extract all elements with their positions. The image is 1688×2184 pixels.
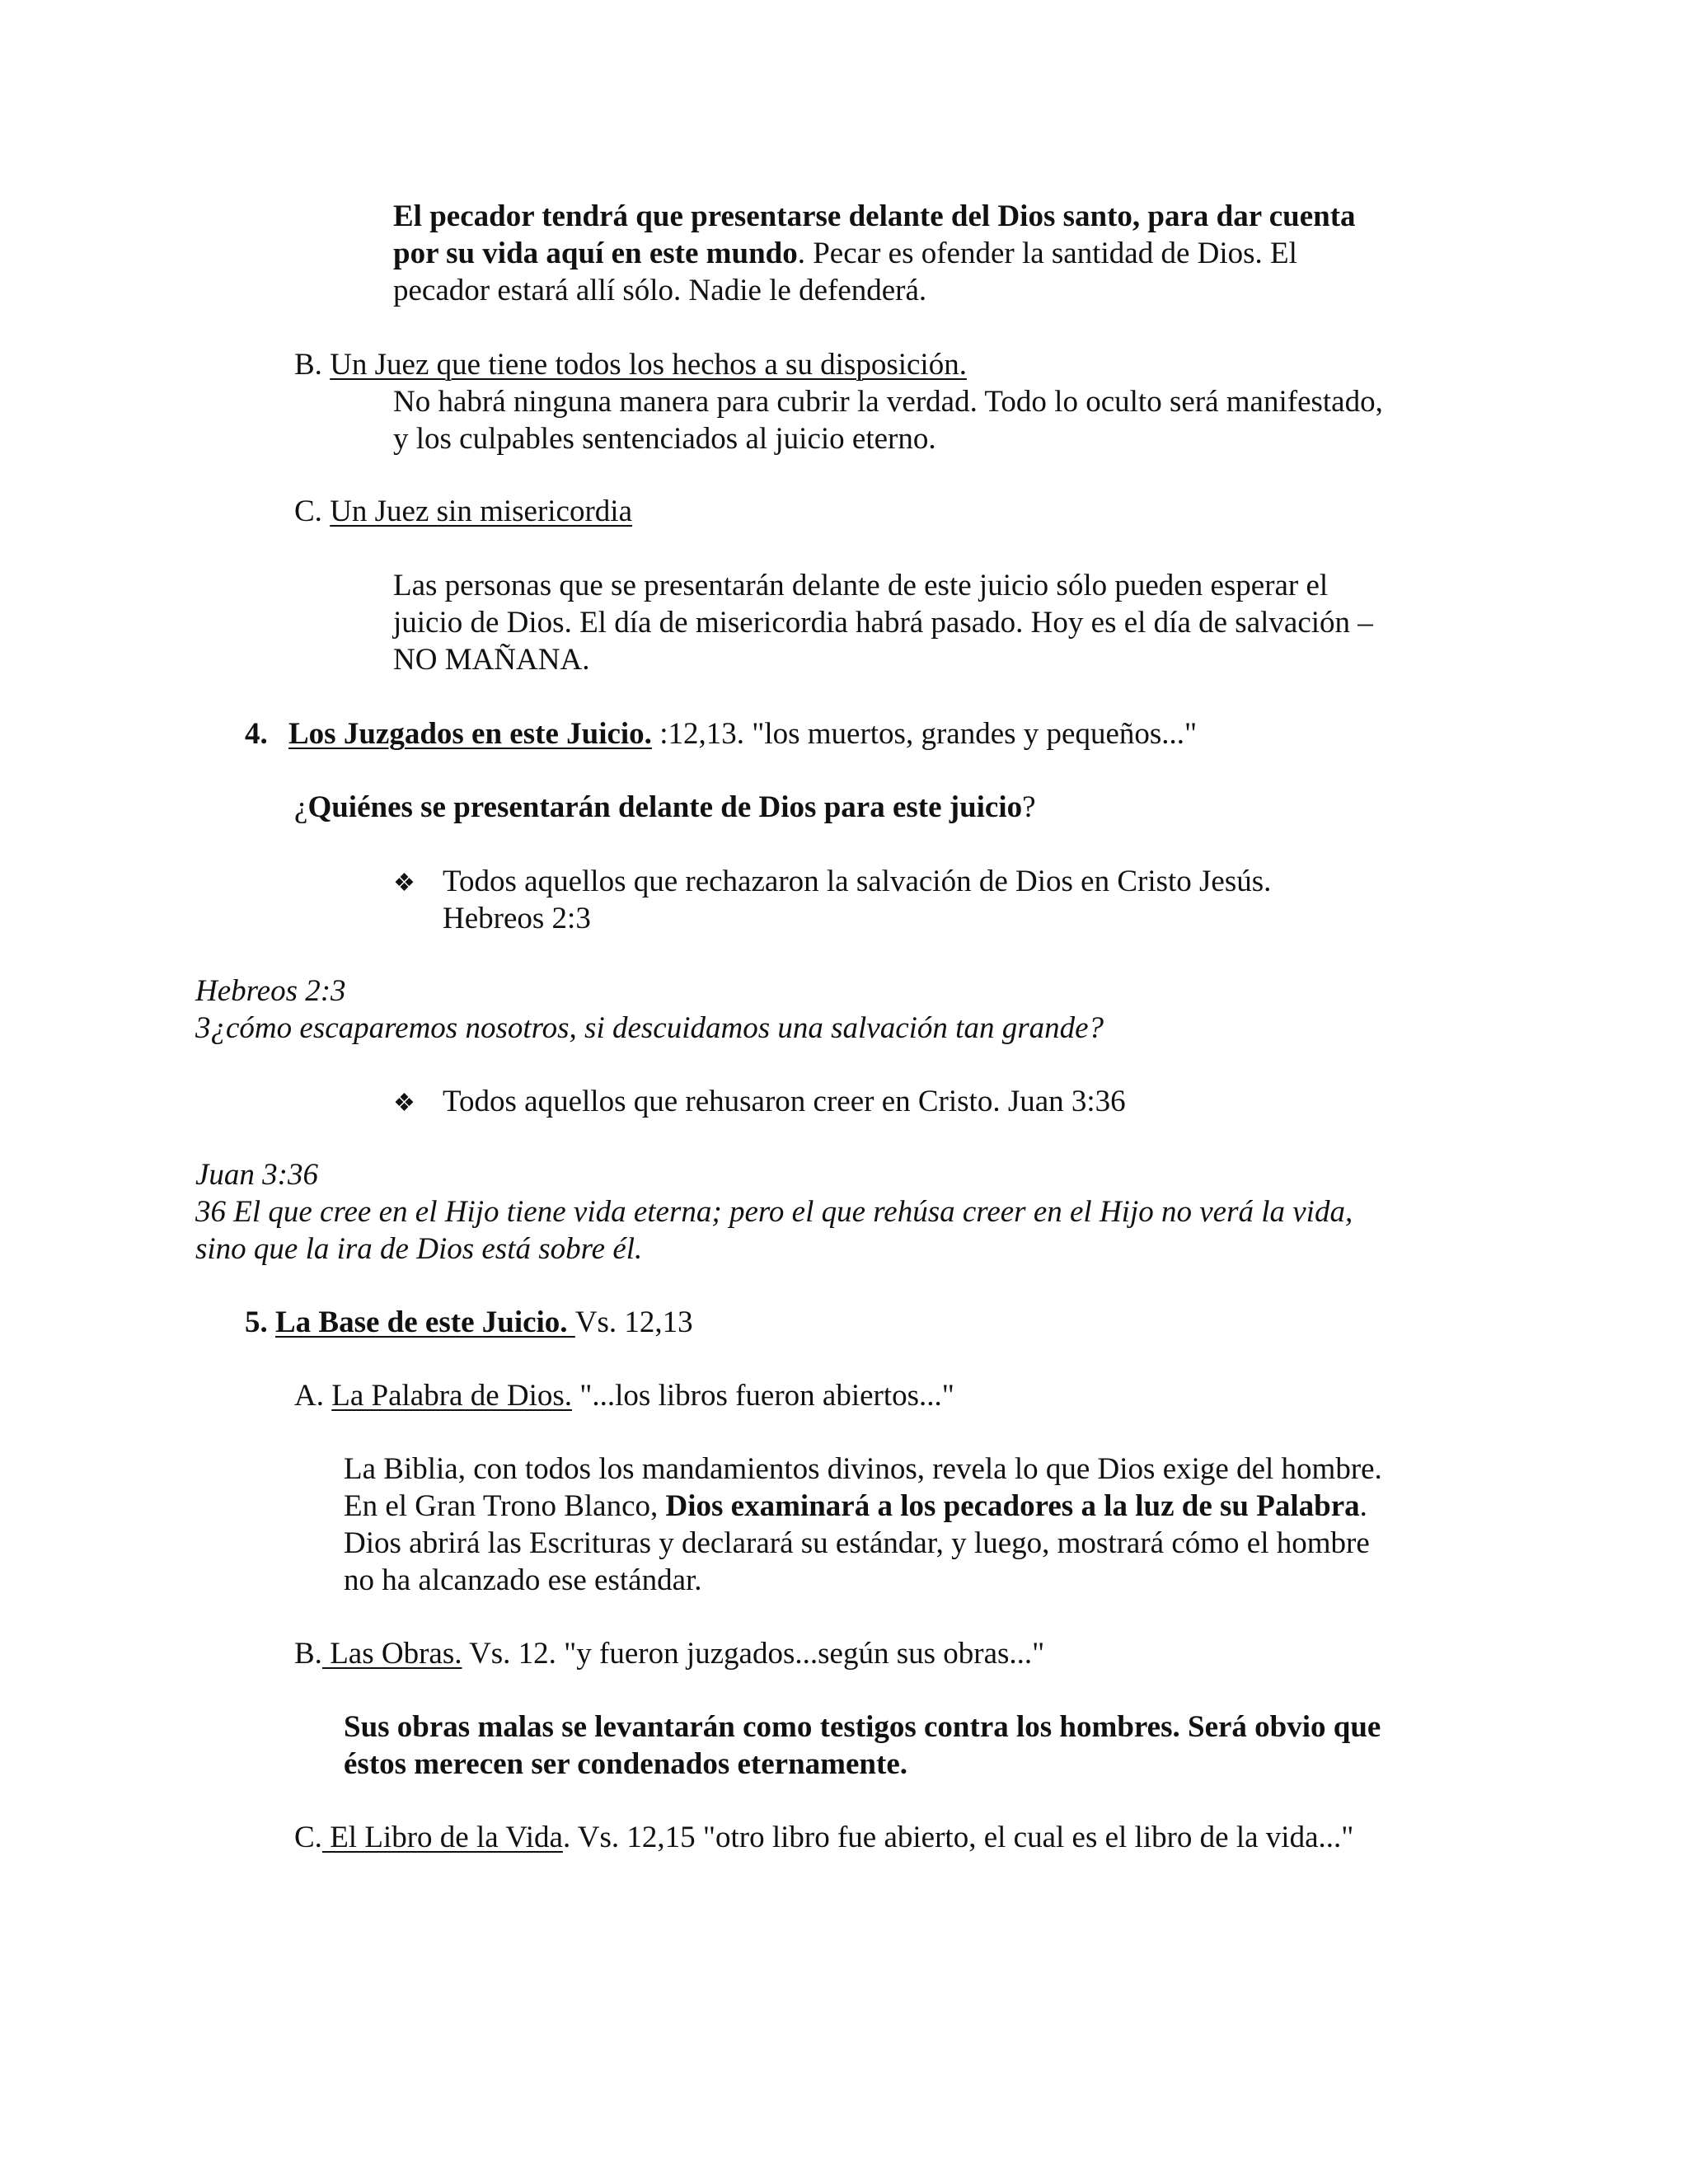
bullet-2-text: Todos aquellos que rehusaron creer en Cristo. Juan 3:36 [443, 1085, 1126, 1118]
point-5b-line-1 [344, 1708, 1381, 1746]
point-c-letter: C. [294, 494, 331, 528]
point-c-line-1-text: Las personas que se presentarán delante de este juicio sólo pueden esperar el [393, 569, 1329, 602]
point-5b-heading [294, 1635, 1044, 1672]
verse-2-line-1-text: 36 El que cree en el Hijo tiene vida eterna; pero el que rehúsa creer en el Hijo no verá la vida, [195, 1195, 1353, 1229]
verse-2-line-2-text: sino que la ira de Dios está sobre él. [195, 1232, 643, 1266]
point-5a-line-2-bold: Dios examinará a los pecadores a la luz de su Palabra [665, 1489, 1360, 1523]
intro-line-2-bold: por su vida aquí en este mundo [393, 237, 798, 270]
point-5a-quote: "...los libros fueron abiertos..." [572, 1379, 954, 1413]
point-b-heading [294, 346, 967, 383]
bullet-1 [393, 863, 1271, 902]
point-c-line-3-text: NO MAÑANA. [393, 643, 590, 677]
verse-2-reference [195, 1156, 318, 1193]
question-close-mark: ? [1022, 790, 1036, 824]
section-4-heading [245, 715, 1197, 752]
intro-line-1-text: El pecador tendrá que presentarse delante del Dios santo, para dar cuenta [393, 199, 1356, 233]
point-5c-quote: . Vs. 12,15 "otro libro fue abierto, el cual es el libro de la vida..." [562, 1821, 1354, 1854]
point-5b-letter: B. [294, 1637, 322, 1671]
point-5b-line-1-text: Sus obras malas se levantarán como testigos contra los hombres. Será obvio que [344, 1710, 1381, 1744]
point-5a-line-1-text: La Biblia, con todos los mandamientos divinos, revela lo que Dios exige del hombre. [344, 1452, 1382, 1486]
section-4-title: Los Juzgados en este Juicio. [288, 717, 652, 751]
verse-2-line-2 [195, 1230, 642, 1268]
section-5-heading [245, 1304, 693, 1341]
point-5a-heading [294, 1377, 954, 1414]
point-c-line-2-text: juicio de Dios. El día de misericordia habrá pasado. Hoy es el día de salvación – [393, 606, 1373, 640]
verse-1-reference-text: Hebreos 2:3 [195, 974, 346, 1008]
intro-line-2 [393, 235, 1297, 272]
section-5-title: La Base de este Juicio. [275, 1305, 575, 1339]
point-5a-title: La Palabra de Dios. [331, 1379, 573, 1413]
verse-1-text [195, 1010, 1104, 1047]
bullet-1-reference [443, 900, 591, 937]
point-5a-line-1 [344, 1451, 1382, 1488]
question-open-mark: ¿ [294, 790, 308, 824]
section-5-reference: Vs. 12,13 [574, 1305, 693, 1339]
point-5c-title: El Libro de la Vida [321, 1821, 563, 1854]
point-5a-line-4-text: no ha alcanzado ese estándar. [344, 1563, 702, 1597]
point-c-line-1 [393, 567, 1328, 604]
point-5a-line-3 [344, 1525, 1370, 1562]
point-5b-title: Las Obras. [321, 1637, 462, 1671]
point-c-line-3 [393, 641, 589, 678]
point-b-line-2 [393, 420, 936, 457]
point-b-line-1-text: No habrá ninguna manera para cubrir la verdad. Todo lo oculto será manifestado, [393, 385, 1383, 419]
bullet-1-reference-text: Hebreos 2:3 [443, 902, 591, 935]
bullet-2 [393, 1083, 1126, 1122]
point-5c-letter: C. [294, 1821, 322, 1854]
intro-line-3-text: pecador estará allí sólo. Nadie le defenderá. [393, 274, 927, 307]
intro-line-2-rest: . Pecar es ofender la santidad de Dios. El [797, 237, 1297, 270]
point-5b-line-2-text: éstos merecen ser condenados eternamente. [344, 1747, 907, 1781]
point-c-line-2 [393, 604, 1373, 641]
verse-2-reference-text: Juan 3:36 [195, 1158, 318, 1192]
verse-2-line-1 [195, 1193, 1353, 1230]
point-b-line-2-text: y los culpables sentenciados al juicio eterno. [393, 422, 936, 456]
point-5a-line-2-end: . [1359, 1489, 1367, 1523]
point-b-line-1 [393, 383, 1383, 420]
section-4-question [294, 789, 1036, 826]
section-4-number: 4. [245, 717, 268, 751]
point-5a-line-4 [344, 1562, 702, 1599]
verse-1-reference [195, 972, 346, 1010]
point-b-title: Un Juez que tiene todos los hechos a su disposición. [330, 348, 967, 382]
bullet-1-text: Todos aquellos que rechazaron la salvación de Dios en Cristo Jesús. [443, 865, 1272, 898]
section-4-reference: :12,13. "los muertos, grandes y pequeños..." [651, 717, 1198, 751]
point-5a-line-3-text: Dios abrirá las Escrituras y declarará su estándar, y luego, mostrará cómo el hombre [344, 1526, 1370, 1560]
point-5a-letter: A. [294, 1379, 332, 1413]
point-5c-heading [294, 1819, 1353, 1856]
diamond-bullet-icon: ❖ [393, 869, 415, 897]
section-5-number: 5. [245, 1305, 275, 1339]
point-5b-quote: Vs. 12. "y fueron juzgados...según sus obras..." [462, 1637, 1045, 1671]
point-5a-line-2-start: En el Gran Trono Blanco, [344, 1489, 666, 1523]
diamond-bullet-icon: ❖ [393, 1090, 415, 1117]
verse-1-body: 3¿cómo escaparemos nosotros, si descuidamos una salvación tan grande? [195, 1011, 1104, 1045]
question-text: Quiénes se presentarán delante de Dios para este juicio [307, 790, 1023, 824]
point-c-title: Un Juez sin misericordia [330, 494, 633, 528]
point-c-heading [294, 493, 632, 530]
intro-line-3 [393, 272, 926, 309]
point-5b-line-2 [344, 1746, 907, 1783]
point-5a-line-2 [344, 1488, 1367, 1525]
intro-line-1 [393, 198, 1356, 235]
point-b-letter: B. [294, 348, 331, 382]
